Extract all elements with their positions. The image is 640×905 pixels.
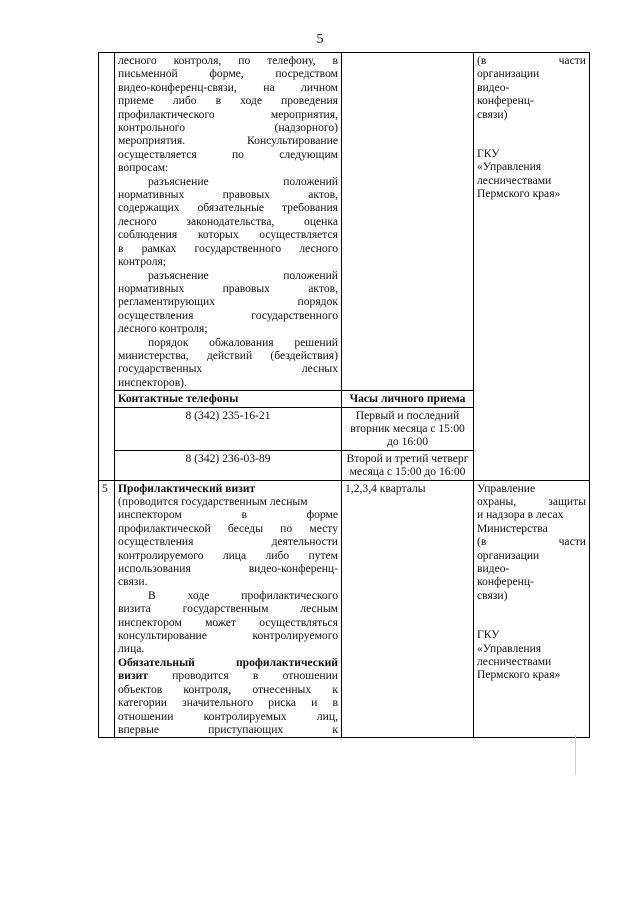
text-line: ГКУ bbox=[477, 628, 500, 642]
text-line: организации bbox=[477, 548, 540, 562]
text-line: инспекторов). bbox=[118, 375, 187, 389]
text-line: мероприятия. Консультирование bbox=[118, 134, 338, 148]
text-line: контрольного (надзорного) bbox=[118, 121, 338, 135]
text-line: связи) bbox=[477, 107, 508, 121]
text-line: охраны, защиты bbox=[477, 495, 586, 508]
text-line: профилактической беседы по месту bbox=[118, 521, 338, 535]
text-line: осуществления деятельности bbox=[118, 535, 338, 549]
plan-table bbox=[98, 52, 590, 738]
text-line: инспектором в форме bbox=[118, 508, 338, 522]
text-line: разъяснение положений bbox=[148, 174, 338, 188]
text-line: письменной форме, посредством bbox=[118, 67, 338, 81]
table-row bbox=[99, 53, 590, 391]
phones-header: Контактные телефоны bbox=[115, 391, 342, 407]
text-line: приеме либо в ходе проведения bbox=[118, 94, 338, 108]
text-line: «Управления bbox=[477, 641, 542, 655]
reception-hours: Второй и третий четверг месяца с 15:00 до 16:00 bbox=[342, 450, 474, 480]
text-line: (в части bbox=[477, 535, 586, 549]
text-line: осуществления государственного bbox=[118, 308, 338, 322]
period-cell bbox=[342, 53, 474, 391]
text-line bbox=[118, 669, 338, 682]
text-line: содержащих обязательные требования bbox=[118, 201, 338, 215]
text-line: связи. bbox=[118, 575, 148, 589]
text-line: Пермского края» bbox=[477, 668, 561, 682]
text-line: Министерства bbox=[477, 521, 548, 535]
number-cell bbox=[99, 53, 115, 481]
mandatory-visit-heading: Обязательный профилактический bbox=[118, 655, 338, 669]
text-line: консультирование контролируемого bbox=[118, 629, 338, 643]
text-line: регламентирующих порядок bbox=[118, 295, 338, 309]
text-line: организации bbox=[477, 67, 540, 81]
responsible-cell bbox=[474, 53, 590, 481]
text-line: видео- bbox=[477, 80, 510, 94]
text-line: лесного контроля, по телефону, в bbox=[118, 54, 338, 67]
text-line: разъяснение положений bbox=[148, 268, 338, 282]
text-line: лесного законодательства, оценка bbox=[118, 214, 338, 228]
text-line: использования видео-конференц- bbox=[118, 562, 338, 576]
scan-artifact bbox=[575, 735, 576, 775]
row-number: 5 bbox=[99, 480, 115, 738]
text-line: и надзора в лесах bbox=[477, 508, 564, 522]
text-line: конференц- bbox=[477, 575, 534, 589]
text-line: осуществляется по следующим bbox=[118, 147, 338, 161]
text-line: лесничествами bbox=[477, 173, 552, 187]
text-fragment: проводится в отношении bbox=[172, 669, 338, 683]
period-cell: 1,2,3,4 кварталы bbox=[342, 480, 474, 738]
phone-number: 8 (342) 235-16-21 bbox=[115, 407, 342, 450]
text-line: министерства, действий (бездействия) bbox=[118, 348, 338, 362]
reception-hours: Первый и последний вторник месяца с 15:00 до 16:00 bbox=[342, 407, 474, 450]
text-line: вопросам: bbox=[118, 161, 169, 175]
text-line: нормативных правовых актов, bbox=[118, 281, 338, 295]
text-line: порядок обжалования решений bbox=[148, 335, 338, 349]
text-line: впервые приступающих к bbox=[118, 722, 338, 736]
text-line: «Управления bbox=[477, 160, 542, 174]
text-line: (проводится государственным лесным bbox=[118, 495, 308, 508]
text-line: категории значительного риска и в bbox=[118, 696, 338, 710]
text-line: визита государственным лесным bbox=[118, 602, 338, 616]
text-line: (в части bbox=[477, 54, 586, 67]
text-line: ГКУ bbox=[477, 147, 500, 161]
text-line: видео-конференц-связи, на личном bbox=[118, 80, 338, 94]
consultation-description-cell bbox=[115, 53, 342, 391]
text-line: профилактического мероприятия, bbox=[118, 107, 338, 121]
text-line: отношении контролируемых лиц, bbox=[118, 709, 338, 723]
text-line: нормативных правовых актов, bbox=[118, 188, 338, 202]
visit-description-cell bbox=[115, 480, 342, 738]
text-line: Пермского края» bbox=[477, 187, 561, 201]
text-line: конференц- bbox=[477, 94, 534, 108]
mandatory-visit-word: визит bbox=[118, 669, 148, 683]
text-line: лица. bbox=[118, 642, 145, 656]
text-line: контроля; bbox=[118, 255, 167, 269]
text-line: лесничествами bbox=[477, 655, 552, 669]
text-line: В ходе профилактического bbox=[148, 588, 338, 602]
text-line: контролируемого лица либо путем bbox=[118, 548, 338, 562]
responsible-cell bbox=[474, 480, 590, 738]
text-line: в рамках государственного лесного bbox=[118, 241, 338, 255]
phone-number: 8 (342) 236-03-89 bbox=[115, 450, 342, 480]
text-line: объектов контроля, отнесенных к bbox=[118, 682, 338, 696]
text-line: государственных лесных bbox=[118, 362, 338, 376]
text-line: лесного контроля; bbox=[118, 322, 208, 336]
table-row bbox=[99, 480, 590, 738]
hours-header: Часы личного приема bbox=[342, 391, 474, 407]
text-line: Управление bbox=[477, 481, 536, 495]
visit-title: Профилактический визит bbox=[118, 481, 256, 495]
page-number: 5 bbox=[316, 32, 324, 47]
text-line: видео- bbox=[477, 562, 510, 576]
text-line: инспектором может осуществляться bbox=[118, 615, 338, 629]
text-line: соблюдения которых осуществляется bbox=[118, 228, 338, 242]
text-line: связи) bbox=[477, 588, 508, 602]
